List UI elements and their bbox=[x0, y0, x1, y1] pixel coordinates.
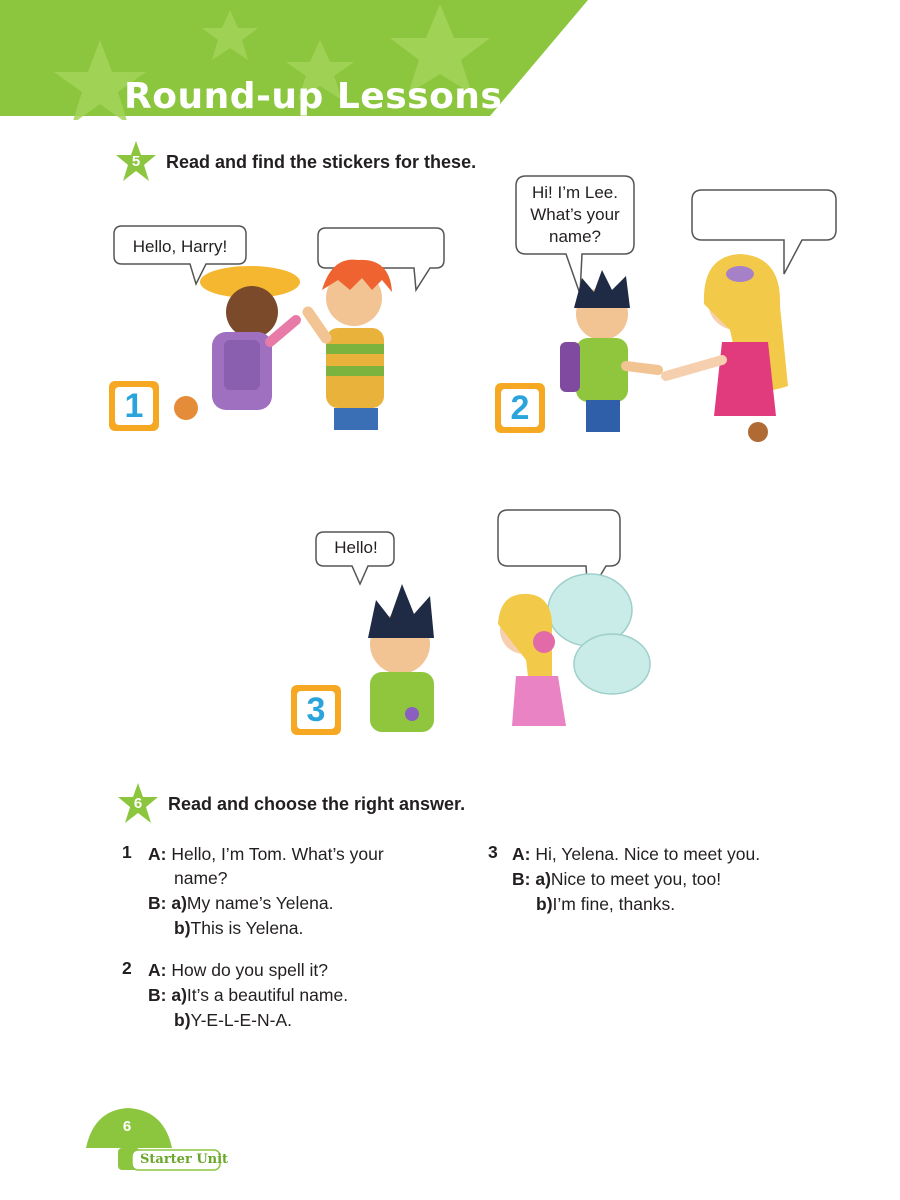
speech-bubble-3-left: Hello! bbox=[334, 538, 378, 557]
question-1-a: A: Hello, I’m Tom. What’s your bbox=[148, 844, 384, 864]
answer-option-2a[interactable]: B: a)It’s a beautiful name. bbox=[148, 985, 349, 1005]
bubble-2-line-1: Hi! I’m Lee. bbox=[532, 183, 618, 202]
question-number: 2 bbox=[122, 958, 132, 978]
exercise-5-badge bbox=[114, 140, 158, 184]
exercise-6-instruction: Read and choose the right answer. bbox=[168, 794, 466, 814]
speech-bubble-1-left: Hello, Harry! bbox=[132, 237, 228, 256]
bubble-2-line-2: What’s your bbox=[530, 205, 620, 224]
bubble-2-line-3: name? bbox=[549, 227, 601, 246]
speech-bubble-2-left bbox=[516, 182, 634, 248]
question-1-a-cont: name? bbox=[174, 868, 228, 888]
question-number: 1 bbox=[122, 842, 132, 862]
question-number: 3 bbox=[488, 842, 498, 862]
answer-option-3b[interactable]: b)I’m fine, thanks. bbox=[536, 894, 676, 914]
page-number: 6 bbox=[122, 1118, 132, 1135]
page-title: Round-up Lessons bbox=[124, 76, 503, 117]
exercise-number: 5 bbox=[131, 153, 141, 170]
answer-option-3a[interactable]: B: a)Nice to meet you, too! bbox=[512, 869, 722, 889]
question-3-a: A: Hi, Yelena. Nice to meet you. bbox=[512, 844, 761, 864]
answer-option-1b[interactable]: b)This is Yelena. bbox=[174, 918, 304, 938]
sticker-number-1: 1 bbox=[108, 380, 160, 432]
answer-option-1a[interactable]: B: a)My name’s Yelena. bbox=[148, 893, 334, 913]
sticker-number-2: 2 bbox=[494, 382, 546, 434]
answer-option-2b[interactable]: b)Y-E-L-E-N-A. bbox=[174, 1010, 292, 1030]
question-2-a: A: How do you spell it? bbox=[148, 960, 328, 980]
unit-label: Starter Unit bbox=[140, 1152, 229, 1167]
sticker-number-3: 3 bbox=[290, 684, 342, 736]
exercise-number: 6 bbox=[133, 795, 143, 812]
exercise-6-badge bbox=[116, 782, 160, 826]
scene-3-illustration bbox=[290, 500, 670, 740]
exercise-5-instruction: Read and find the stickers for these. bbox=[166, 152, 477, 172]
